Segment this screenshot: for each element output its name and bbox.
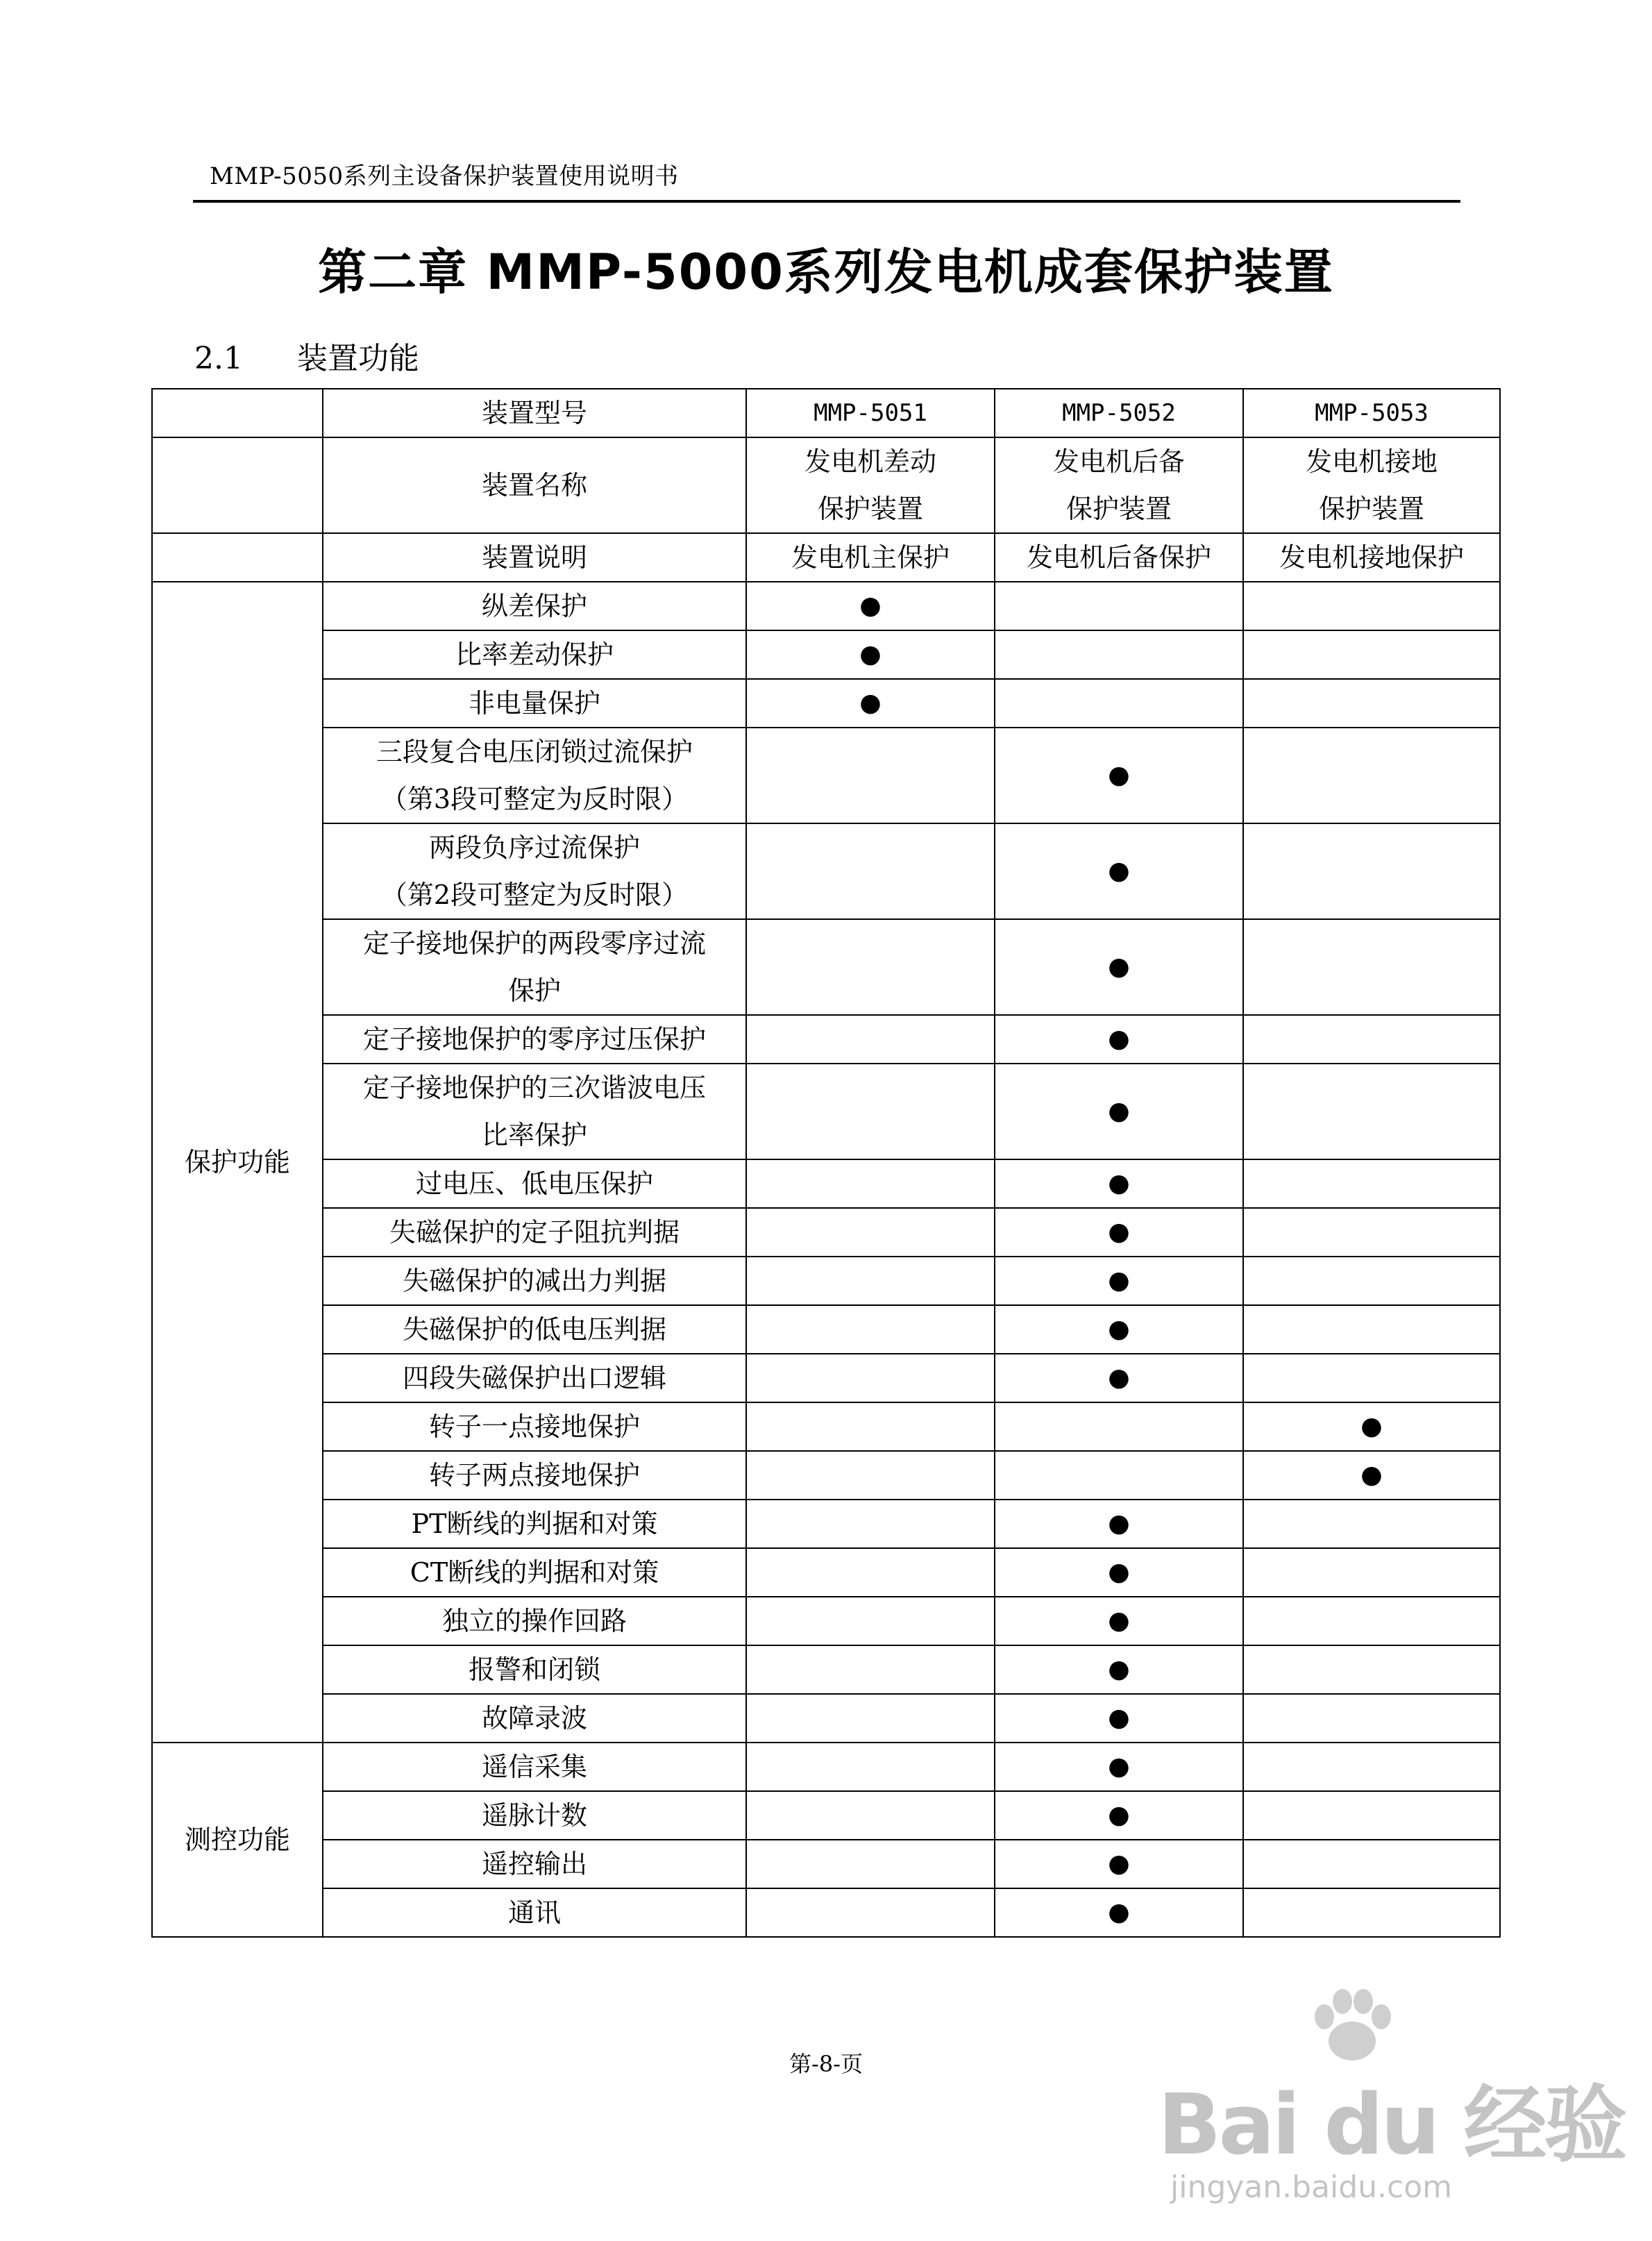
empty-cell [1243,1645,1500,1694]
feature-row [152,1257,1500,1305]
name-line: 发电机差动 [804,446,936,477]
feature-line: 报警和闭锁 [468,1654,600,1685]
support-dot: ● [995,1257,1243,1305]
support-dot: ● [995,823,1243,919]
feature-name [323,1208,746,1257]
empty-cell [746,1354,995,1402]
feature-name [323,679,746,728]
empty-cell [1243,582,1500,630]
support-dot: ● [746,679,995,728]
desc-cell: 发电机接地保护 [1243,533,1500,582]
feature-row [152,1500,1500,1548]
empty-cell [746,1159,995,1208]
feature-row [152,1743,1500,1791]
feature-row [152,1888,1500,1937]
feature-row [152,1159,1500,1208]
empty-cell [1243,728,1500,823]
feature-row [152,1015,1500,1064]
feature-name [323,1305,746,1354]
empty-cell [746,1451,995,1500]
feature-line: 故障录波 [481,1703,587,1734]
empty-cell [746,1305,995,1354]
feature-line: 非电量保护 [468,688,600,719]
name-line: 保护装置 [817,494,923,524]
feature-line: CT断线的判据和对策 [410,1557,659,1588]
feature-name [323,1451,746,1500]
section-heading [194,333,419,378]
feature-line: 转子两点接地保护 [428,1460,640,1491]
watermark-url: jingyan.baidu.com [1170,2169,1453,2205]
empty-cell [746,1015,995,1064]
name-line: 发电机后备 [1052,446,1185,477]
name-line: 保护装置 [1318,494,1424,524]
feature-line: 遥控输出 [481,1849,587,1879]
empty-cell [995,582,1243,630]
name-cell [1243,437,1500,533]
feature-name [323,1500,746,1548]
model-cell: MMP-5052 [995,389,1243,437]
empty-cell [1243,919,1500,1015]
watermark [1158,1982,1625,2211]
support-dot: ● [995,1888,1243,1937]
name-label: 装置名称 [323,437,746,533]
feature-line: 遥信采集 [481,1752,587,1782]
feature-line: 独立的操作回路 [441,1606,627,1636]
support-dot: ● [746,630,995,679]
support-dot: ● [995,1354,1243,1402]
support-dot: ● [995,1305,1243,1354]
support-dot: ● [1243,1451,1500,1500]
feature-line: 定子接地保护的零序过压保护 [362,1024,706,1055]
feature-line: 保护 [507,975,561,1006]
support-dot: ● [995,1015,1243,1064]
support-dot: ● [995,1597,1243,1645]
empty-cell [746,1402,995,1451]
model-cell: MMP-5051 [746,389,995,437]
empty-cell [1243,1208,1500,1257]
empty-cell [746,919,995,1015]
empty-cell [746,1743,995,1791]
group-label: 测控功能 [152,1743,323,1937]
document-header: MMP-5050系列主设备保护装置使用说明书 [210,162,679,190]
support-dot: ● [995,1791,1243,1840]
empty-cell [1243,630,1500,679]
desc-cell: 发电机后备保护 [995,533,1243,582]
empty-cell [1243,1694,1500,1743]
empty-cell [1243,1064,1500,1159]
support-dot: ● [995,919,1243,1015]
empty-cell [1243,1548,1500,1597]
support-dot: ● [995,1064,1243,1159]
feature-row [152,1791,1500,1840]
model-label: 装置型号 [323,389,746,437]
name-line: 保护装置 [1065,494,1172,524]
name-row [152,437,1500,533]
feature-row [152,1305,1500,1354]
feature-name [323,630,746,679]
feature-name [323,1694,746,1743]
feature-name [323,1015,746,1064]
empty-cell [995,1451,1243,1500]
feature-row [152,630,1500,679]
feature-line: （第3段可整定为反时限） [380,784,689,814]
empty-cell [746,1597,995,1645]
corner-cell [152,533,323,582]
feature-row [152,1354,1500,1402]
empty-cell [1243,679,1500,728]
feature-row [152,823,1500,919]
empty-cell [995,679,1243,728]
support-dot: ● [995,1694,1243,1743]
support-dot: ● [995,1208,1243,1257]
feature-line: 失磁保护的减出力判据 [402,1266,666,1296]
empty-cell [1243,823,1500,919]
support-dot: ● [995,1548,1243,1597]
feature-name [323,1888,746,1937]
support-dot: ● [995,1159,1243,1208]
feature-row [152,728,1500,823]
feature-name [323,1354,746,1402]
empty-cell [746,823,995,919]
empty-cell [746,1500,995,1548]
chapter-title: 第二章 MMP-5000系列发电机成套保护装置 [318,244,1334,301]
section-number: 2.1 [194,341,243,376]
feature-row [152,582,1500,630]
empty-cell [746,1208,995,1257]
name-line: 发电机接地 [1305,446,1438,477]
feature-name [323,1840,746,1888]
feature-row [152,1208,1500,1257]
feature-name [323,1791,746,1840]
page-number: 第-8-页 [789,2051,863,2077]
feature-table [151,388,1501,1938]
empty-cell [1243,1743,1500,1791]
support-dot: ● [995,1840,1243,1888]
feature-line: 两段负序过流保护 [428,832,640,863]
support-dot: ● [995,728,1243,823]
desc-cell: 发电机主保护 [746,533,995,582]
feature-name [323,1645,746,1694]
model-row [152,389,1500,437]
empty-cell [746,1548,995,1597]
support-dot: ● [1243,1402,1500,1451]
feature-line: 失磁保护的定子阻抗判据 [389,1217,680,1248]
paw-icon [1304,1982,1401,2065]
empty-cell [1243,1305,1500,1354]
empty-cell [746,1888,995,1937]
empty-cell [1243,1354,1500,1402]
name-cell [746,437,995,533]
name-cell [995,437,1243,533]
empty-cell [746,1064,995,1159]
corner-cell [152,389,323,437]
corner-cell [152,437,323,533]
empty-cell [1243,1888,1500,1937]
support-dot: ● [995,1500,1243,1548]
feature-line: 通讯 [507,1897,561,1928]
feature-line: 失磁保护的低电压判据 [402,1314,666,1345]
feature-name [323,728,746,823]
feature-line: 比率保护 [481,1120,587,1150]
feature-row [152,1451,1500,1500]
feature-line: 定子接地保护的三次谐波电压 [362,1073,706,1103]
feature-row [152,1840,1500,1888]
feature-row [152,679,1500,728]
feature-name [323,1597,746,1645]
header-rule [193,200,1460,203]
feature-name [323,1064,746,1159]
feature-name [323,823,746,919]
empty-cell [995,630,1243,679]
feature-line: 四段失磁保护出口逻辑 [402,1363,666,1393]
feature-line: PT断线的判据和对策 [411,1509,658,1539]
feature-name [323,1402,746,1451]
empty-cell [1243,1159,1500,1208]
section-title: 装置功能 [297,341,419,376]
desc-row [152,533,1500,582]
feature-line: 过电压、低电压保护 [415,1168,653,1199]
feature-line: 遥脉计数 [481,1800,587,1831]
feature-row [152,919,1500,1015]
feature-row [152,1694,1500,1743]
empty-cell [746,1694,995,1743]
feature-line: 纵差保护 [481,591,587,621]
empty-cell [746,1645,995,1694]
feature-row [152,1548,1500,1597]
feature-line: 三段复合电压闭锁过流保护 [376,737,693,767]
empty-cell [1243,1015,1500,1064]
feature-row [152,1064,1500,1159]
empty-cell [746,1257,995,1305]
desc-label: 装置说明 [323,533,746,582]
feature-line: （第2段可整定为反时限） [380,880,689,910]
feature-name [323,1548,746,1597]
empty-cell [746,1840,995,1888]
feature-row [152,1597,1500,1645]
feature-row [152,1645,1500,1694]
feature-name [323,1743,746,1791]
feature-name [323,1159,746,1208]
model-cell: MMP-5053 [1243,389,1500,437]
empty-cell [1243,1500,1500,1548]
feature-name [323,1257,746,1305]
empty-cell [746,728,995,823]
feature-name [323,582,746,630]
support-dot: ● [995,1645,1243,1694]
group-label: 保护功能 [152,582,323,1743]
feature-row [152,1402,1500,1451]
support-dot: ● [746,582,995,630]
support-dot: ● [995,1743,1243,1791]
empty-cell [746,1791,995,1840]
empty-cell [1243,1791,1500,1840]
empty-cell [1243,1840,1500,1888]
feature-line: 比率差动保护 [455,639,614,670]
feature-line: 定子接地保护的两段零序过流 [362,928,706,959]
empty-cell [1243,1257,1500,1305]
empty-cell [1243,1597,1500,1645]
empty-cell [995,1402,1243,1451]
feature-line: 转子一点接地保护 [428,1411,640,1442]
watermark-brand: Bai du 经验 [1158,2077,1625,2174]
feature-name [323,919,746,1015]
